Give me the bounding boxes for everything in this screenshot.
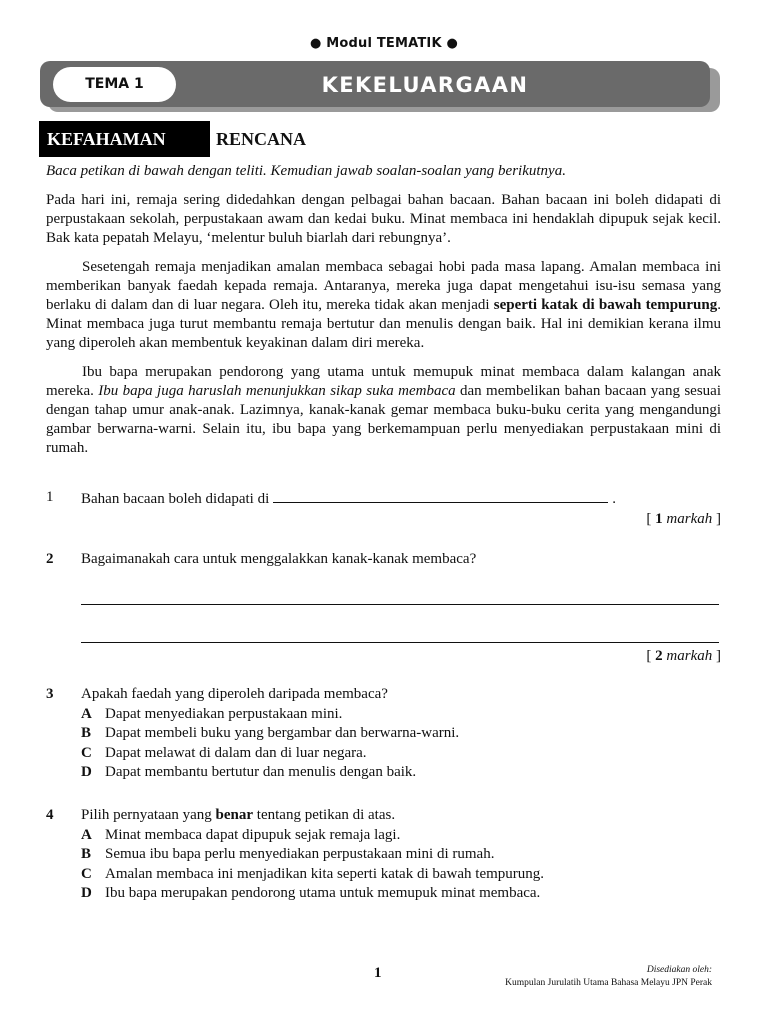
- question-1-text: Bahan bacaan boleh didapati di: [81, 491, 270, 507]
- question-4-option-b[interactable]: B Semua ibu bapa perlu menyediakan perpustakaan mini di rumah.: [81, 846, 495, 862]
- question-2-number: 2: [46, 551, 54, 567]
- question-4-option-c[interactable]: C Amalan membaca ini menjadikan kita seperti katak di bawah tempurung.: [81, 865, 545, 882]
- section-tag-kefahaman: KEFAHAMAN: [39, 121, 210, 157]
- question-1-answer-blank[interactable]: [273, 488, 608, 503]
- section-subtag-rencana: RENCANA: [216, 129, 306, 149]
- question-2-answer-line-2[interactable]: [81, 641, 719, 643]
- page-number: 1: [374, 965, 382, 981]
- paragraph-3-text-a: Ibu bapa merupakan pendorong yang utama untuk memupuk minat membaca dalam kalangan anak mereka.: [46, 364, 721, 399]
- question-4: [46, 806, 721, 904]
- paragraph-2-text-b: . Minat membaca juga turut membantu remaja bertutur dan menulis dengan baik. Hal ini demikian kerana ilmu yang diperoleh akan membentuk keyakinan dalam diri mereka.: [46, 297, 721, 351]
- paragraph-2: [46, 258, 721, 353]
- theme-title: KEKELUARGAAN: [321, 73, 529, 97]
- paragraph-3-italic: Ibu bapa juga haruslah menunjukkan sikap suka membaca: [98, 383, 456, 399]
- prepared-by: [505, 964, 712, 990]
- question-3-option-c[interactable]: C Dapat melawat di dalam dan di luar negara.: [81, 744, 367, 761]
- paragraph-3-text-b: dan membelikan bahan bacaan yang sesuai dengan tahap umur anak-anak. Lazimnya, kanak-kanak gemar membaca buku-buku cerita yang mengandungi gambar berwarna-warni. Selain itu, ibu bapa yang berkemampuan perlu menyediakan perpustakaan mini di rumah.: [46, 383, 721, 456]
- question-3-option-b[interactable]: B Dapat membeli buku yang bergambar dan berwarna-warni.: [81, 725, 460, 741]
- paragraph-3: [46, 363, 721, 458]
- question-2-marks: [ 2 markah ]: [646, 647, 721, 664]
- question-1: [46, 488, 721, 529]
- question-3-text: Apakah faedah yang diperoleh daripada membaca?: [81, 686, 388, 702]
- question-3-option-a[interactable]: A Dapat menyediakan perpustakaan mini.: [81, 705, 343, 722]
- question-1-marks: [ 1 markah ]: [646, 510, 721, 527]
- passage: [46, 162, 721, 458]
- question-4-number: 4: [46, 807, 54, 823]
- theme-tag: TEMA 1: [53, 67, 176, 102]
- question-3: [46, 685, 721, 783]
- question-2-answer-line-1[interactable]: [81, 603, 719, 605]
- instruction-text: Baca petikan di bawah dengan teliti. Kemudian jawab soalan-soalan yang berikutnya.: [46, 163, 566, 179]
- paragraph-2-bold: seperti katak di bawah tempurung: [493, 297, 718, 313]
- paragraph-1: Pada hari ini, remaja sering didedahkan dengan pelbagai bahan bacaan. Bahan bacaan ini boleh didapati di perpustakaan sekolah, perpustakaan awam dan kedai buku. Minat membaca ini hendaklah dipupuk sejak kecil. Bak kata pepatah Melayu, ‘melentur buluh biarlah dari rebungnya’.: [46, 192, 721, 246]
- question-1-number: 1: [46, 489, 54, 505]
- prepared-by-label: Disediakan oleh:: [646, 965, 712, 975]
- question-4-text: Pilih pernyataan yang benar tentang petikan di atas.: [81, 807, 396, 823]
- question-4-option-d[interactable]: D Ibu bapa merupakan pendorong utama untuk memupuk minat membaca.: [81, 885, 541, 901]
- question-2: [46, 550, 721, 666]
- question-3-number: 3: [46, 686, 54, 702]
- prepared-by-name: Kumpulan Jurulatih Utama Bahasa Melayu JPN Perak: [505, 978, 712, 988]
- question-4-option-a[interactable]: A Minat membaca dapat dipupuk sejak remaja lagi.: [81, 826, 401, 843]
- paragraph-2-text-a: Sesetengah remaja menjadikan amalan membaca sebagai hobi pada masa lapang. Amalan membaca ini memberikan banyak faedah kepada remaja. Antaranya, mereka juga dapat mengetahui isu-isu semasa yang berlaku di dalam dan di luar negara. Oleh itu, mereka tidak akan menjadi: [46, 259, 721, 313]
- question-1-end: .: [612, 491, 617, 507]
- module-label: ● Modul TEMATIK ●: [309, 36, 459, 51]
- question-2-text: Bagaimanakah cara untuk menggalakkan kanak-kanak membaca?: [81, 551, 477, 567]
- question-3-option-d[interactable]: D Dapat membantu bertutur dan menulis dengan baik.: [81, 764, 417, 780]
